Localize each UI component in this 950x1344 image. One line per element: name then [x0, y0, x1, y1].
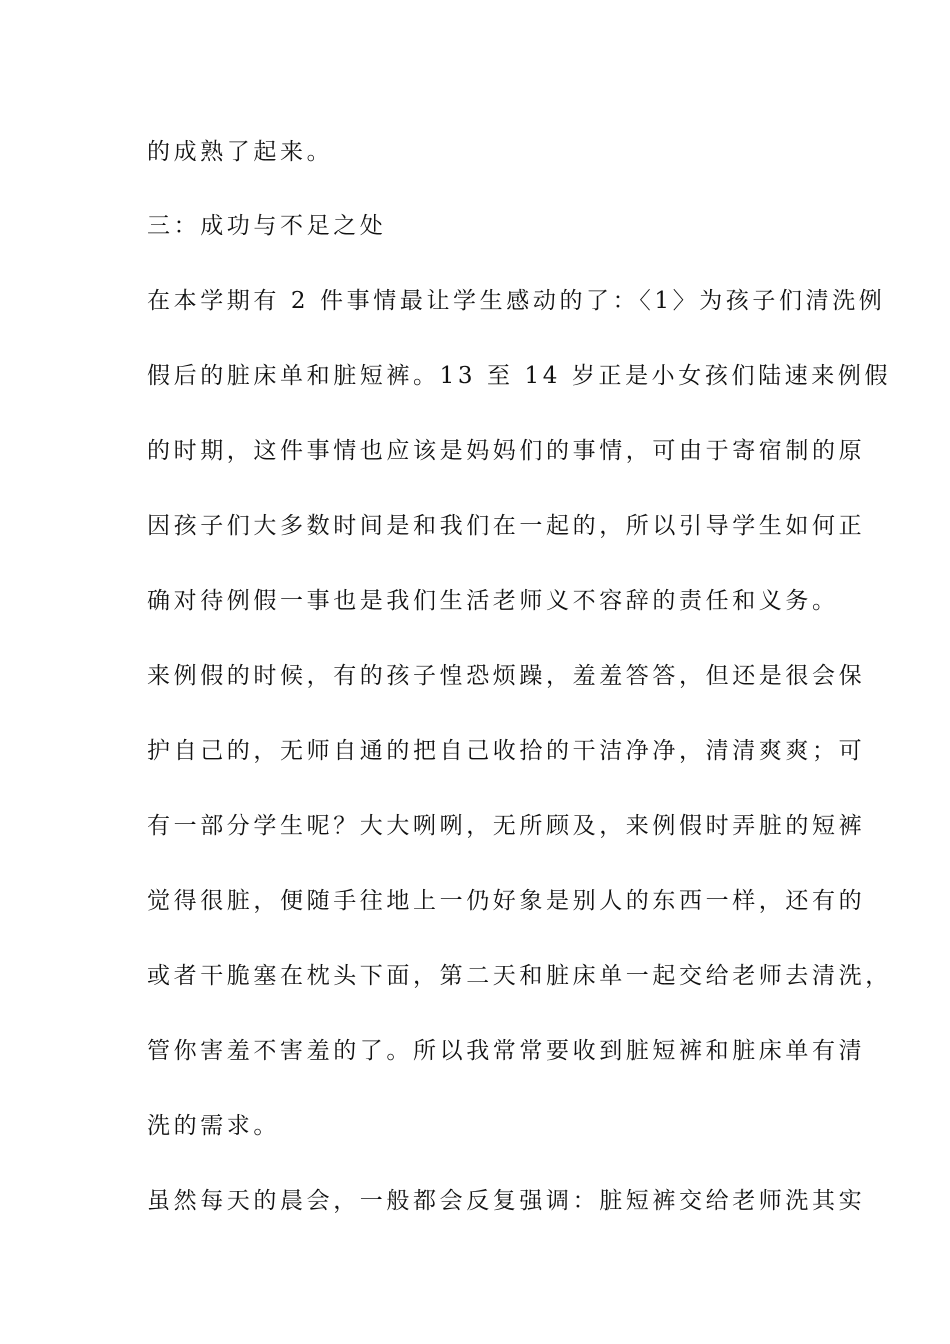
text-line-12: 或者干脆塞在枕头下面，第二天和脏床单一起交给老师去清洗，: [147, 963, 892, 989]
text-line-8: 来例假的时候，有的孩子惶恐烦躁，羞羞答答，但还是很会保: [147, 663, 866, 689]
section-heading: 三：成功与不足之处: [147, 213, 387, 239]
text-line-9: 护自己的，无师自通的把自己收拾的干洁净净，清清爽爽；可: [147, 738, 866, 764]
text-line-15: 虽然每天的晨会，一般都会反复强调：脏短裤交给老师洗其实: [147, 1188, 866, 1214]
text-line-13: 管你害羞不害羞的了。所以我常常要收到脏短裤和脏床单有清: [147, 1038, 866, 1064]
text-line-10: 有一部分学生呢？大大咧咧，无所顾及，来例假时弄脏的短裤: [147, 813, 866, 839]
text-line-1: 的成熟了起来。: [147, 139, 334, 165]
text-line-7: 确对待例假一事也是我们生活老师义不容辞的责任和义务。: [147, 588, 839, 614]
text-line-4: 假后的脏床单和脏短裤。13 至 14 岁正是小女孩们陆速来例假: [147, 363, 892, 389]
text-line-3: 在本学期有 2 件事情最让学生感动的了：〈1〉为孩子们清洗例: [147, 288, 886, 314]
text-line-5: 的时期，这件事情也应该是妈妈们的事情，可由于寄宿制的原: [147, 438, 866, 464]
text-line-14: 洗的需求。: [147, 1113, 280, 1139]
text-line-6: 因孩子们大多数时间是和我们在一起的，所以引导学生如何正: [147, 513, 866, 539]
text-line-11: 觉得很脏，便随手往地上一仍好象是别人的东西一样，还有的: [147, 888, 866, 914]
